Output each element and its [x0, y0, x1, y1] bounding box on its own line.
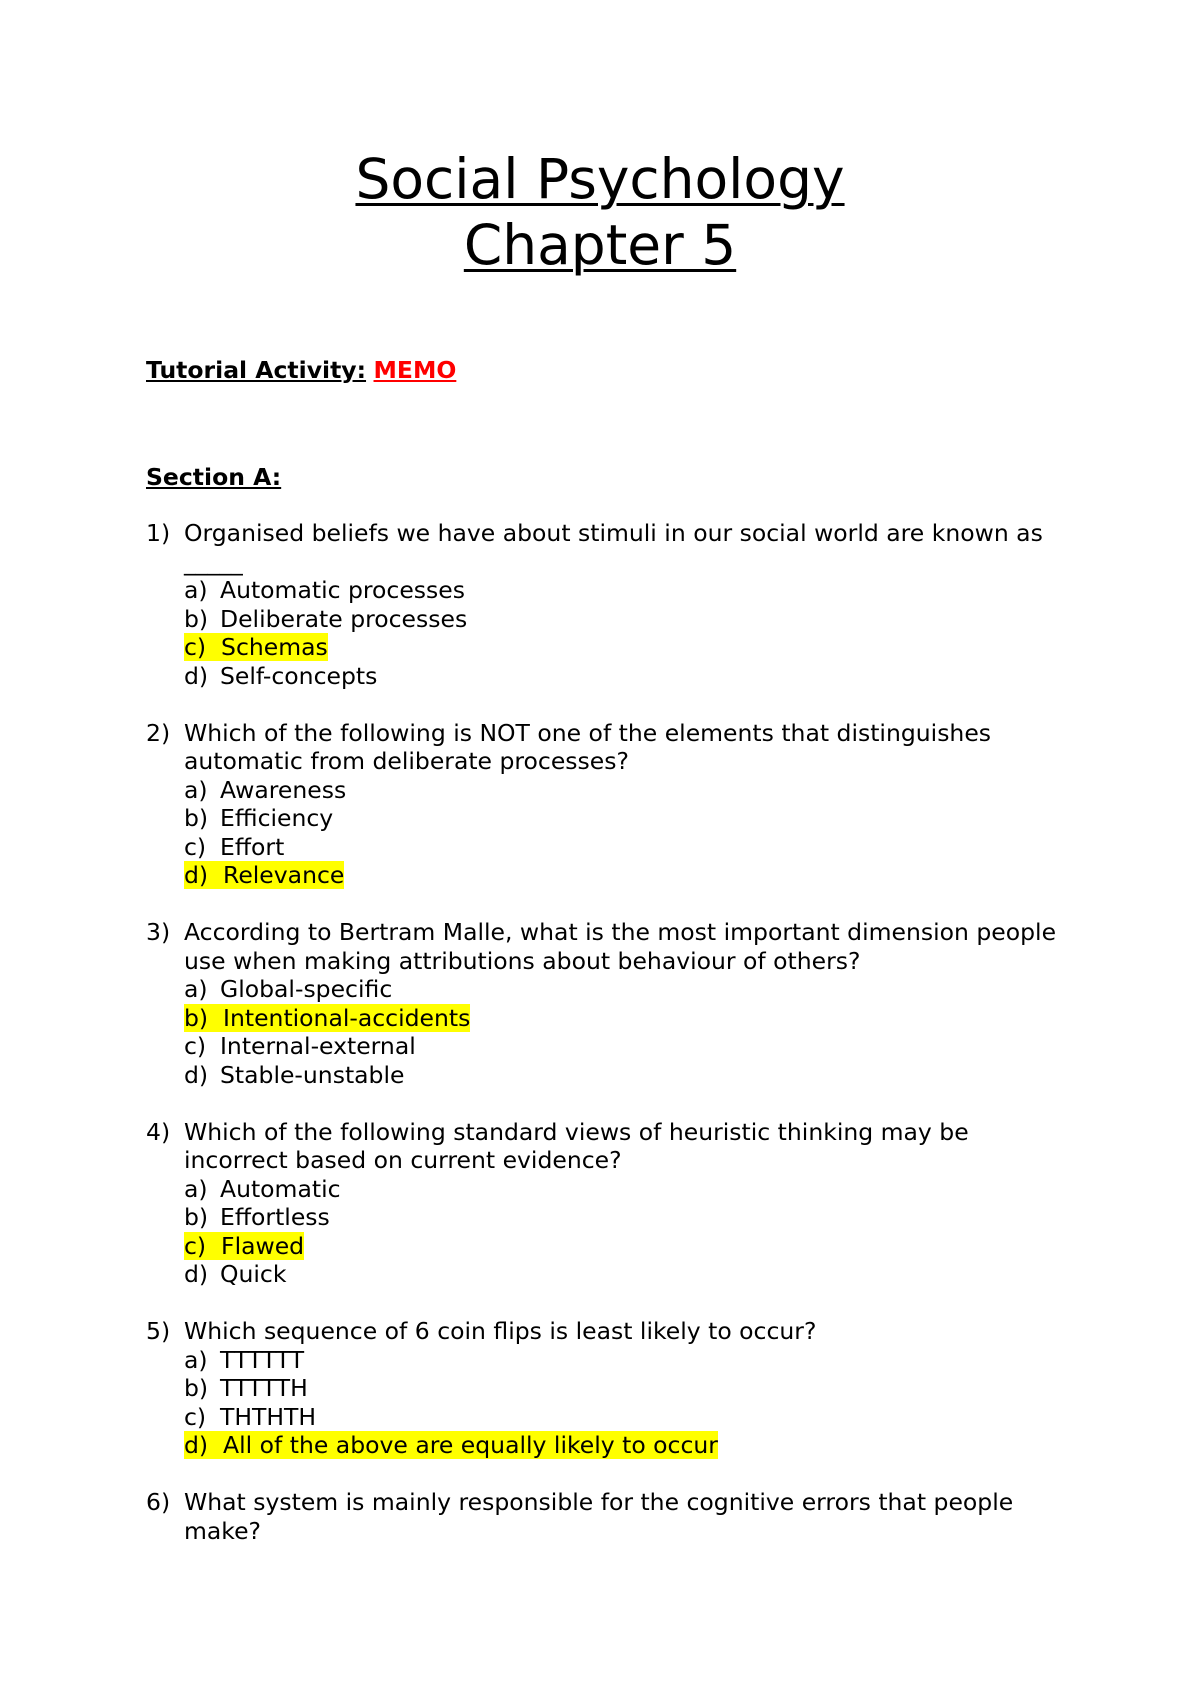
option-text: Stable-unstable	[220, 1060, 405, 1089]
option-letter: d)	[184, 661, 209, 690]
answer-option	[184, 975, 1066, 1004]
option-letter: c)	[184, 633, 207, 661]
question-item	[146, 719, 1066, 890]
option-text: Quick	[220, 1260, 287, 1288]
answer-options	[184, 975, 1066, 1089]
question-text: Which of the following is NOT one of the elements that distinguishes automatic from deliberate processes?	[184, 718, 992, 775]
document-subtitle: Chapter 5	[463, 213, 737, 277]
answer-option-correct	[184, 1232, 1066, 1261]
tutorial-heading	[146, 356, 1066, 385]
answer-highlight	[184, 1004, 470, 1032]
answer-options	[184, 576, 1066, 690]
option-text: Effortless	[220, 1203, 330, 1231]
answer-highlight	[184, 861, 344, 889]
document-body	[146, 356, 1066, 1574]
question-item	[146, 1317, 1066, 1460]
question-number: 2)	[146, 718, 171, 747]
question-number: 6)	[146, 1488, 171, 1516]
option-text: TTTTTT	[220, 1345, 305, 1374]
option-text: TTTTTH	[220, 1374, 308, 1402]
answer-options	[184, 776, 1066, 890]
answer-option	[184, 1061, 1066, 1090]
question-item	[146, 1488, 1066, 1545]
question-list	[146, 519, 1066, 1545]
option-text: Flawed	[221, 1231, 305, 1260]
option-letter: a)	[184, 1345, 208, 1374]
tutorial-label: Tutorial Activity:	[146, 356, 367, 384]
option-letter: c)	[184, 1032, 207, 1060]
question-item	[146, 918, 1066, 1089]
answer-option	[184, 1260, 1066, 1289]
option-letter: b)	[184, 604, 209, 633]
option-text: Global-specific	[220, 975, 393, 1003]
question-number: 4)	[146, 1117, 171, 1146]
option-letter: d)	[184, 1260, 209, 1288]
question-text: What system is mainly responsible for the cognitive errors that people make?	[184, 1488, 1014, 1545]
answer-option	[184, 662, 1066, 691]
question-item	[146, 519, 1066, 690]
option-letter: d)	[184, 1060, 209, 1089]
option-text: Automatic	[220, 1174, 341, 1203]
question-number: 3)	[146, 918, 171, 946]
option-letter: c)	[184, 1402, 207, 1431]
answer-option	[184, 833, 1066, 862]
option-text: Automatic processes	[220, 576, 465, 604]
option-letter: b)	[184, 1003, 209, 1032]
option-text: All of the above are equally likely to occur	[223, 1431, 718, 1459]
option-text: Relevance	[223, 861, 345, 889]
answer-option	[184, 576, 1066, 605]
answer-highlight	[184, 1232, 304, 1260]
option-letter: a)	[184, 775, 208, 804]
option-text: Schemas	[221, 633, 328, 661]
option-text: Efficiency	[220, 804, 334, 832]
option-text: Awareness	[220, 775, 347, 804]
option-letter: d)	[184, 1431, 209, 1459]
answer-options	[184, 1175, 1066, 1289]
option-letter: a)	[184, 975, 208, 1003]
option-letter: b)	[184, 804, 209, 832]
option-letter: a)	[184, 576, 208, 604]
question-number: 5)	[146, 1317, 171, 1345]
question-text: Which sequence of 6 coin flips is least likely to occur?	[184, 1317, 817, 1345]
option-text: Self-concepts	[220, 661, 378, 690]
option-text: Deliberate processes	[220, 604, 468, 633]
option-letter: a)	[184, 1174, 208, 1203]
answer-option	[184, 1175, 1066, 1204]
answer-highlight	[184, 1431, 718, 1459]
answer-option	[184, 1346, 1066, 1375]
answer-option-correct	[184, 1004, 1066, 1033]
memo-label: MEMO	[373, 356, 457, 384]
answer-option-correct	[184, 861, 1066, 890]
answer-option	[184, 776, 1066, 805]
answer-option	[184, 1403, 1066, 1432]
question-number: 1)	[146, 519, 171, 547]
question-text: According to Bertram Malle, what is the most important dimension people use when making attributions about behaviour of others?	[184, 918, 1057, 975]
section-heading: Section A:	[146, 462, 282, 491]
question-item	[146, 1118, 1066, 1289]
answer-option	[184, 804, 1066, 833]
option-letter: c)	[184, 1231, 207, 1260]
answer-options	[184, 1346, 1066, 1460]
option-letter: c)	[184, 832, 207, 861]
document-title: Social Psychology	[355, 147, 845, 211]
option-letter: b)	[184, 1203, 209, 1231]
question-text: Organised beliefs we have about stimuli in our social world are known as _____	[184, 519, 1043, 576]
answer-option	[184, 1203, 1066, 1232]
option-text: THTHTH	[220, 1402, 317, 1431]
option-text: Intentional-accidents	[223, 1003, 471, 1032]
answer-option	[184, 1032, 1066, 1061]
answer-option-correct	[184, 1431, 1066, 1460]
answer-highlight	[184, 633, 328, 661]
option-letter: b)	[184, 1374, 209, 1402]
answer-option	[184, 605, 1066, 634]
option-letter: d)	[184, 861, 209, 889]
answer-option	[184, 1374, 1066, 1403]
answer-option-correct	[184, 633, 1066, 662]
option-text: Effort	[220, 832, 285, 861]
option-text: Internal-external	[220, 1032, 416, 1060]
question-text: Which of the following standard views of heuristic thinking may be incorrect based on current evidence?	[184, 1117, 969, 1174]
